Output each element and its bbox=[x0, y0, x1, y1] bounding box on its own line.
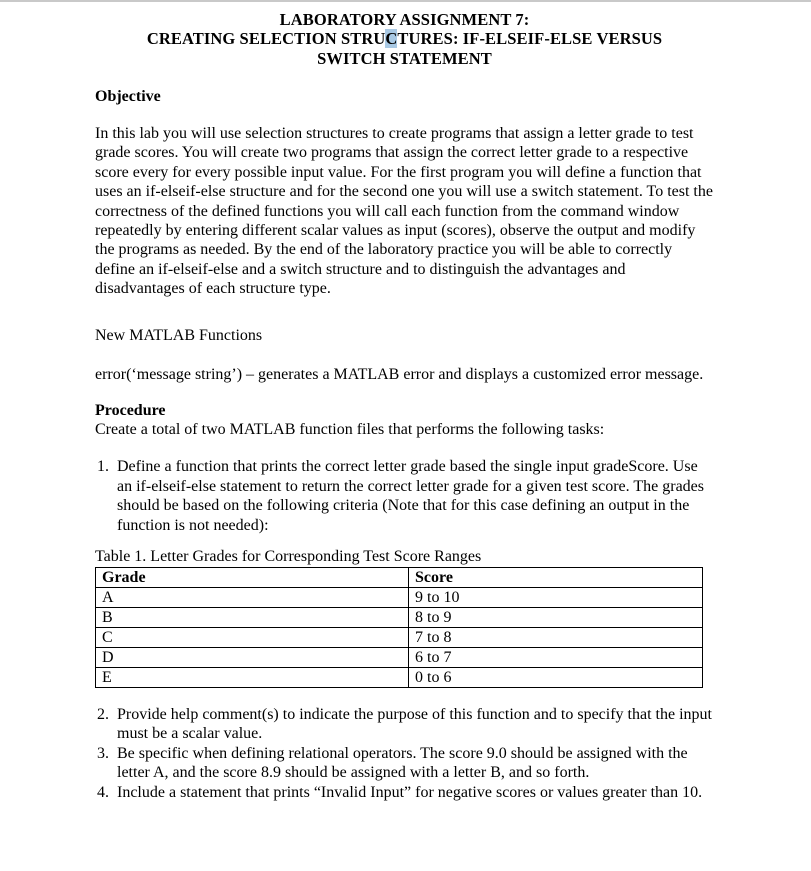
list-item bbox=[95, 705, 715, 744]
procedure-intro: Create a total of two MATLAB function files that performs the following tasks: bbox=[95, 420, 605, 438]
table-header-score: Score bbox=[409, 567, 703, 587]
table-row bbox=[96, 607, 703, 627]
list-item-text: Be specific when defining relational operators. The score 9.0 should be assigned with the letter A, and the score 8.9 should be assigned with a letter B, and so forth. bbox=[117, 744, 688, 782]
table-header-grade: Grade bbox=[96, 567, 409, 587]
title-line-2 bbox=[92, 29, 717, 48]
list-item bbox=[95, 744, 715, 783]
table-cell-grade: C bbox=[96, 627, 409, 647]
spacer bbox=[95, 535, 715, 547]
table-cell-score: 8 to 9 bbox=[409, 607, 703, 627]
document-body bbox=[95, 10, 715, 802]
table-row bbox=[96, 647, 703, 667]
table-cell-grade: D bbox=[96, 647, 409, 667]
table-cell-score: 7 to 8 bbox=[409, 627, 703, 647]
title-line-3: SWITCH STATEMENT bbox=[317, 48, 492, 68]
spacer bbox=[95, 68, 715, 88]
table-cell-score: 6 to 7 bbox=[409, 647, 703, 667]
new-functions-entry: error(‘message string’) – generates a MATLAB error and displays a customized error message. bbox=[95, 365, 704, 383]
title-line-2-post: TURES: IF-ELSEIF-ELSE VERSUS bbox=[397, 29, 663, 49]
objective-paragraph: In this lab you will use selection structures to create programs that assign a letter grade to test grade scores. You will create two programs that assign the correct letter grade to a respective score every for every possible input value. For the first program you will define a function that uses an if-elseif-else structure and for the second one you will use a switch statement. To test the correctness of the defined functions you will call each function from the command window repeatedly by entering different scalar values as input (scores), observe the output and modify the programs as needed. By the end of the laboratory practice you will be able to correctly define an if-elseif-else and a switch structure and to distinguish the advantages and disadvantages of each structure type. bbox=[95, 124, 713, 298]
document-title bbox=[92, 10, 717, 68]
list-item bbox=[95, 457, 715, 535]
spacer bbox=[95, 345, 715, 365]
procedure-heading: Procedure bbox=[95, 401, 166, 419]
table-cell-score: 9 to 10 bbox=[409, 587, 703, 607]
table-row bbox=[96, 667, 703, 687]
table-cell-grade: B bbox=[96, 607, 409, 627]
spacer bbox=[95, 688, 715, 705]
table-header-row bbox=[96, 567, 703, 587]
list-item-number: 3. bbox=[97, 744, 109, 762]
list-item-text: Define a function that prints the correct letter grade based the single input gradeScore. Use an if-elseif-else statement to return the correct letter grade for a given test score. The grades should be based on the following criteria (Note that for this case defining an output in the function is not needed): bbox=[117, 458, 704, 534]
spacer bbox=[95, 299, 715, 327]
table-cell-grade: A bbox=[96, 587, 409, 607]
list-item-text: Provide help comment(s) to indicate the purpose of this function and to specify that the input must be a scalar value. bbox=[117, 705, 712, 743]
list-item bbox=[95, 783, 715, 802]
spacer bbox=[95, 439, 715, 457]
list-item-text: Include a statement that prints “Invalid Input” for negative scores or values greater than 10. bbox=[117, 783, 703, 801]
grades-table bbox=[95, 567, 703, 688]
spacer bbox=[95, 384, 715, 402]
table-cell-score: 0 to 6 bbox=[409, 667, 703, 687]
spacer bbox=[95, 106, 715, 124]
table-cell-grade: E bbox=[96, 667, 409, 687]
title-line-1: LABORATORY ASSIGNMENT 7: bbox=[279, 10, 530, 29]
table-row bbox=[96, 627, 703, 647]
title-line-2-pre: CREATING SELECTION STRU bbox=[146, 29, 386, 49]
task-list-part-2 bbox=[95, 705, 715, 802]
objective-heading: Objective bbox=[95, 87, 161, 105]
task-list-part-1 bbox=[95, 457, 715, 535]
table-caption: Table 1. Letter Grades for Corresponding Test Score Ranges bbox=[95, 547, 482, 565]
list-item-number: 1. bbox=[97, 458, 109, 476]
new-functions-heading: New MATLAB Functions bbox=[95, 326, 263, 344]
text-selection-highlight[interactable]: C bbox=[385, 29, 398, 49]
table-row bbox=[96, 587, 703, 607]
list-item-number: 4. bbox=[97, 783, 109, 801]
list-item-number: 2. bbox=[97, 705, 109, 723]
